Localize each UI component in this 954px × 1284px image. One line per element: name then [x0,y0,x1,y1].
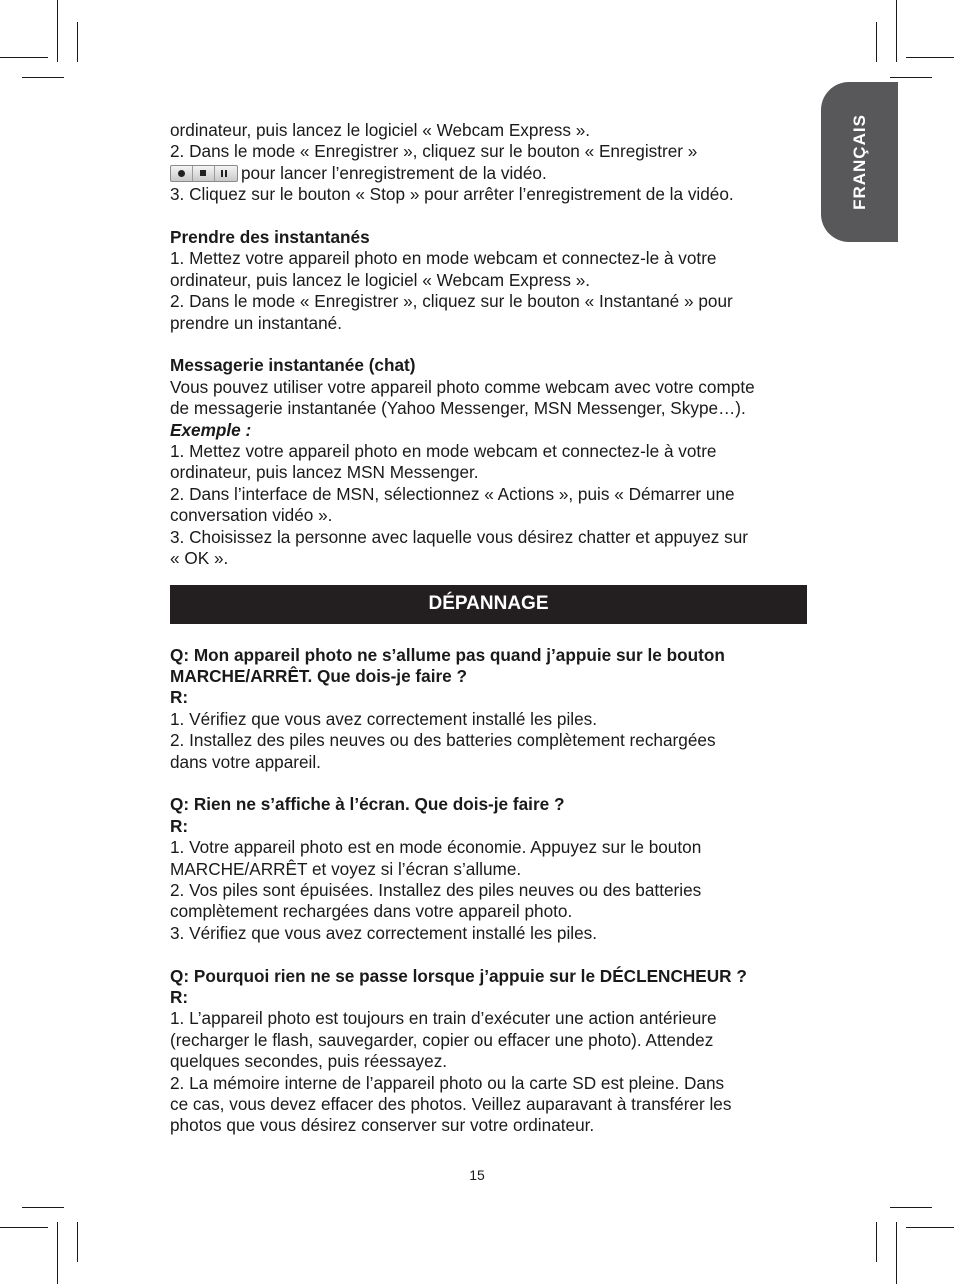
faq-answer-line: MARCHE/ARRÊT et voyez si l’écran s’allume. [170,858,522,879]
faq-item [170,794,815,944]
paragraph-line: de messagerie instantanée (Yahoo Messenger, MSN Messenger, Skype…). [170,398,746,419]
crop-mark [77,22,78,62]
paragraph-line: prendre un instantané. [170,312,343,333]
paragraph-line [170,163,815,184]
crop-mark [22,1207,64,1208]
faq-answer-label: R: [170,687,189,708]
video-recording-section [170,120,815,206]
crop-mark [0,1227,48,1228]
faq-answer-line: (recharger le flash, sauvegarder, copier ou effacer une photo). Attendez [170,1029,714,1050]
faq-answer-line: 3. Vérifiez que vous avez correctement installé les piles. [170,922,598,943]
faq-answer-line: 2. Vos piles sont épuisées. Installez des piles neuves ou des batteries [170,879,702,900]
crop-mark [0,57,48,58]
paragraph-text: pour lancer l’enregistrement de la vidéo. [241,162,547,183]
faq-item [170,645,815,773]
paragraph-line: ordinateur, puis lancez MSN Messenger. [170,462,479,483]
example-label: Exemple : [170,419,252,440]
paragraph-line: 2. Dans l’interface de MSN, sélectionnez « Actions », puis « Démarrer une [170,483,735,504]
paragraph-line: « OK ». [170,548,229,569]
paragraph-line: 3. Cliquez sur le bouton « Stop » pour arrêter l’enregistrement de la vidéo. [170,184,734,205]
crop-mark [896,0,897,62]
paragraph-line: conversation vidéo ». [170,505,333,526]
crop-mark [57,0,58,62]
faq-answer-line: photos que vous désirez conserver sur votre ordinateur. [170,1115,595,1136]
crop-mark [906,1227,954,1228]
faq-answer-line: 2. Installez des piles neuves ou des batteries complètement rechargées [170,730,716,751]
section-title: Prendre des instantanés [170,227,370,248]
crop-mark [876,22,877,62]
paragraph-line: 2. Dans le mode « Enregistrer », cliquez sur le bouton « Enregistrer » [170,141,698,162]
snapshots-section [170,227,815,334]
crop-mark [77,1222,78,1262]
language-tab-label: FRANÇAIS [849,114,869,210]
crop-mark [896,1222,897,1284]
language-tab [821,82,898,242]
section-title: Messagerie instantanée (chat) [170,355,416,376]
troubleshooting-heading-bar [170,585,807,624]
crop-mark [57,1222,58,1284]
faq-question: Q: Rien ne s’affiche à l’écran. Que dois-je faire ? [170,794,565,815]
paragraph-line: 1. Mettez votre appareil photo en mode webcam et connectez-le à votre [170,441,717,462]
crop-mark [890,77,932,78]
faq-answer-line: 2. La mémoire interne de l’appareil photo ou la carte SD est pleine. Dans [170,1072,725,1093]
paragraph-line: 2. Dans le mode « Enregistrer », cliquez sur le bouton « Instantané » pour [170,291,733,312]
faq-answer-label: R: [170,815,189,836]
faq-question: Q: Pourquoi rien ne se passe lorsque j’appuie sur le DÉCLENCHEUR ? [170,965,747,986]
pause-icon [221,170,223,177]
faq-answer-line: quelques secondes, puis réessayez. [170,1051,448,1072]
paragraph-line: 3. Choisissez la personne avec laquelle vous désirez chatter et appuyez sur [170,526,749,547]
faq-answer-label: R: [170,986,189,1007]
faq-answer-line: ce cas, vous devez effacer des photos. Veillez auparavant à transférer les [170,1094,732,1114]
paragraph-line: 1. Mettez votre appareil photo en mode webcam et connectez-le à votre [170,248,717,269]
page-number: 15 [469,1167,485,1183]
troubleshooting-heading: DÉPANNAGE [428,593,549,615]
chat-section [170,355,815,569]
faq-answer-line: complètement rechargées dans votre appareil photo. [170,901,573,922]
faq-answer-line: 1. Votre appareil photo est en mode économie. Appuyez sur le bouton [170,837,702,858]
page-content [170,120,815,1137]
record-controls-icon [170,165,238,182]
faq-answer-line: dans votre appareil. [170,751,321,772]
faq-item [170,966,815,1137]
faq-answer-line: 1. L’appareil photo est toujours en train d’exécuter une action antérieure [170,1008,717,1029]
paragraph-line: ordinateur, puis lancez le logiciel « Webcam Express ». [170,269,591,290]
crop-mark [876,1222,877,1262]
faq-question: MARCHE/ARRÊT. Que dois-je faire ? [170,665,467,686]
faq-question: Q: Mon appareil photo ne s’allume pas quand j’appuie sur le bouton [170,644,725,665]
crop-mark [906,57,954,58]
paragraph-line: ordinateur, puis lancez le logiciel « Webcam Express ». [170,120,591,140]
paragraph-line: Vous pouvez utiliser votre appareil photo comme webcam avec votre compte [170,376,755,397]
crop-mark [22,77,64,78]
faq-answer-line: 1. Vérifiez que vous avez correctement installé les piles. [170,708,598,729]
stop-icon [200,170,206,176]
record-icon [178,170,185,177]
crop-mark [890,1207,932,1208]
